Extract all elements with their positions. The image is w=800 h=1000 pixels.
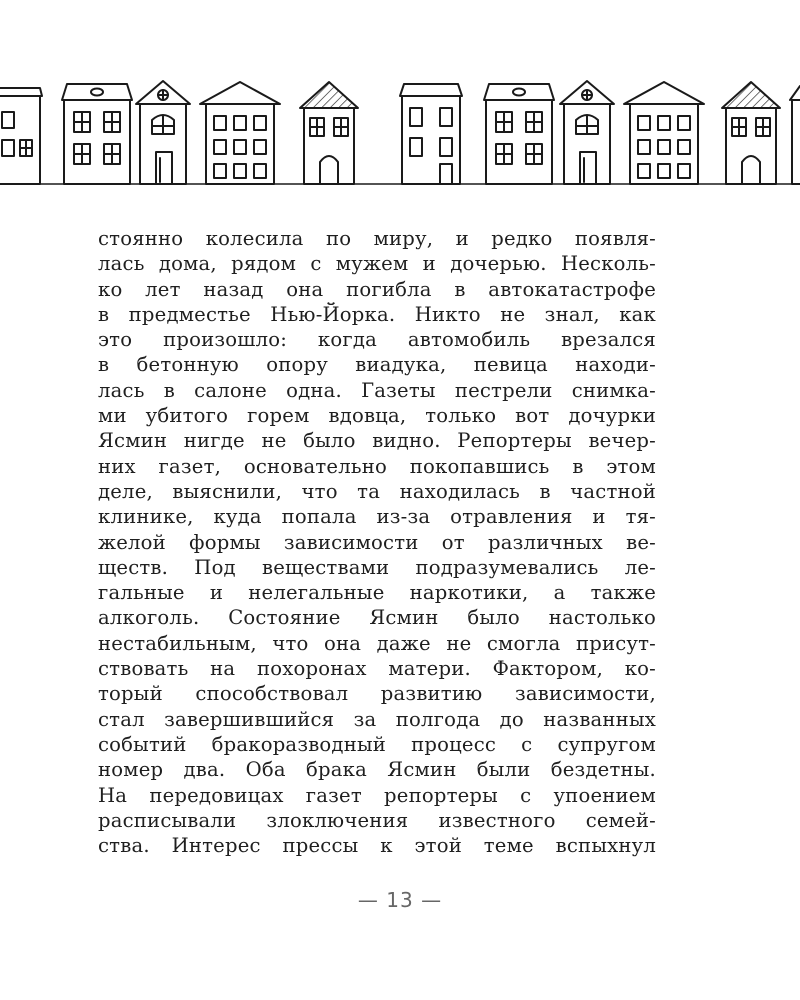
- text-line: номер два. Оба брака Ясмин были бездетны.: [98, 758, 656, 782]
- text-line: в бетонную опору виадука, певица находи-: [98, 353, 656, 377]
- houses-illustration: [0, 78, 800, 188]
- text-line: них газет, основательно покопавшись в этом: [98, 454, 656, 478]
- text-line: событий бракоразводный процесс с супругом: [98, 732, 656, 756]
- text-line: это произошло: когда автомобиль врезался: [98, 328, 656, 352]
- text-line: расписывали злоключения известного семей-: [98, 808, 656, 832]
- text-line: нестабильным, что она даже не смогла присут-: [98, 631, 656, 655]
- text-line: ства. Интерес прессы к этой теме вспыхнул: [98, 834, 656, 858]
- text-line: гальные и нелегальные наркотики, а также: [98, 581, 656, 605]
- text-line: На передовицах газет репортеры с упоением: [98, 783, 656, 807]
- text-line: в предместье Нью-Йорка. Никто не знал, как: [98, 302, 656, 326]
- text-line: стал завершившийся за полгода до названных: [98, 707, 656, 731]
- text-line: ствовать на похоронах матери. Фактором, ко-: [98, 657, 656, 681]
- text-line: торый способствовал развитию зависимости,: [98, 682, 656, 706]
- text-line: ми убитого горем вдовца, только вот дочурки: [98, 404, 656, 428]
- text-line: лась в салоне одна. Газеты пестрели снимка-: [98, 378, 656, 402]
- body-text: [98, 226, 656, 858]
- text-line: желой формы зависимости от различных ве-: [98, 530, 656, 554]
- text-line: клинике, куда попала из-за отравления и тя-: [98, 505, 656, 529]
- text-line: алкоголь. Состояние Ясмин было настолько: [98, 606, 656, 630]
- text-line: лась дома, рядом с мужем и дочерью. Несколь-: [98, 252, 656, 276]
- text-line: Ясмин нигде не было видно. Репортеры вечер-: [98, 429, 656, 453]
- text-line: ко лет назад она погибла в автокатастрофе: [98, 277, 656, 301]
- page-number: — 13 —: [357, 888, 443, 912]
- text-line: стоянно колесила по миру, и редко появля-: [98, 227, 656, 250]
- text-line: ществ. Под веществами подразумевались ле-: [98, 555, 656, 579]
- text-line: деле, выяснили, что та находилась в частной: [98, 479, 656, 503]
